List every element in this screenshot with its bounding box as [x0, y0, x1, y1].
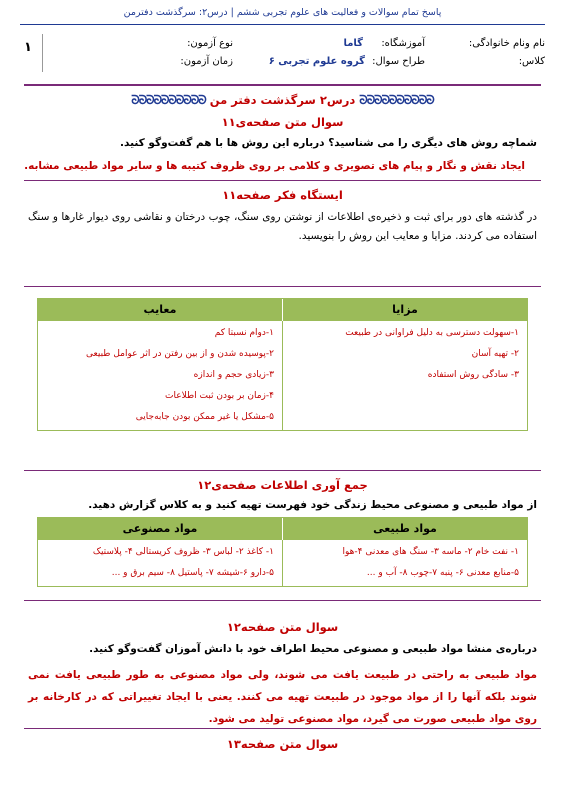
list-item: ۳- سادگی روش استفاده: [427, 370, 519, 380]
designer-value: گروه علوم تجربی ۶: [268, 56, 365, 67]
collect-title: جمع آوری اطلاعات صفحه‌ی۱۲: [197, 478, 368, 492]
name-label: نام ونام خانوادگی:: [468, 38, 545, 49]
list-item: ۱- نفت خام ۲- ماسه ۳- سنگ های معدنی ۴-هوا: [342, 547, 519, 557]
pros-cons-table: [37, 298, 528, 431]
q3-title: سوال متن صفحه۱۳: [226, 737, 339, 751]
list-item: ۲-پوسیده شدن و از بین رفتن در اثر عوامل طبیعی: [86, 349, 274, 359]
lesson-title: درس۲ سرگذشت دفتر من: [209, 93, 356, 107]
cons-header: معایب: [38, 299, 283, 321]
materials-table: [37, 517, 528, 587]
student-info-box: [20, 34, 545, 72]
section-divider: [24, 600, 541, 601]
school-label: آموزشگاه:: [381, 38, 425, 49]
list-item: ۵-دارو ۶-شیشه ۷- پاستیل ۸- سیم برق و ...: [111, 568, 274, 578]
list-item: ۵-منابع معدنی ۶- پنبه ۷-چوب ۸- آب و ...: [366, 568, 519, 578]
think-title: ایستگاه فکر صفحه۱۱: [222, 188, 343, 202]
think-text: در گذشته های دور برای ثبت و ذخیره‌ی اطلاعات از نوشتن روی سنگ، چوب درختان و نقاشی روی دیوار غارها و سنگ استفاده می کردند. مزایا و معایب این روش را بنویسید.: [28, 211, 537, 242]
section-divider: [24, 470, 541, 471]
table-header-row: [38, 299, 527, 321]
header-divider: [20, 24, 545, 25]
q1-question: شماچه روش های دیگری را می شناسید؟ درباره این روش ها با هم گفت‌وگو کنید.: [120, 137, 537, 149]
collect-text: از مواد طبیعی و مصنوعی محیط زندگی خود فهرست تهیه کنید و به کلاس گزارش دهید.: [88, 499, 537, 511]
section-divider: [24, 286, 541, 287]
header-title: پاسخ تمام سوالات و فعالیت های علوم تجربی ششم | درس۲: سرگذشت دفترمن: [123, 7, 442, 18]
exam-type-label: نوع آزمون:: [187, 38, 233, 49]
section-divider: [24, 84, 541, 86]
artificial-column: [38, 540, 283, 586]
list-item: ۳-زیادی حجم و اندازه: [193, 370, 274, 380]
school-value: گاما: [343, 38, 363, 49]
artificial-header: مواد مصنوعی: [38, 518, 283, 540]
info-separator: [42, 34, 43, 72]
list-item: ۵-مشکل یا غیر ممکن بودن جابه‌جایی: [135, 412, 274, 422]
q2-question: درباره‌ی منشا مواد طبیعی و مصنوعی محیط اطراف خود با دانش آموزان گفت‌وگو کنید.: [89, 643, 537, 655]
section-divider: [24, 180, 541, 181]
lesson-title-row: [24, 93, 541, 108]
list-item: ۱-سهولت دسترسی به دلیل فراوانی در طبیعت: [345, 328, 519, 338]
pros-column: [283, 321, 527, 430]
designer-label: طراح سوال:: [372, 56, 425, 67]
table-header-row: [38, 518, 527, 540]
decorative-border-icon: ᘐᘐᘐᘐᘐᘐᘐᘐᘐᘐ: [131, 93, 206, 107]
section-divider: [24, 728, 541, 729]
cons-column: [38, 321, 283, 430]
pros-header: مزایا: [392, 303, 418, 316]
q2-answer: مواد طبیعی به راحتی در طبیعت یافت می شوند، ولی مواد مصنوعی به طور طبیعی یافت نمی شوند بلکه آنها را از مواد موجود در طبیعت تهیه می کنند. یعنی با ایجاد تغییراتی که در کارخانه بر روی مواد طبیعی صورت می گیرد، مواد مصنوعی تولید می شود.: [28, 669, 537, 725]
q2-title: سوال متن صفحه۱۲: [226, 620, 339, 634]
natural-column: [283, 540, 527, 586]
list-item: ۲- تهیه آسان: [471, 349, 519, 359]
page-number: ۱: [24, 40, 32, 55]
q1-answer: ایجاد نقش و نگار و پیام های تصویری و کلامی بر روی ظروف کتیبه ها و سایر مواد طبیعی مشابه.: [24, 160, 525, 172]
exam-time-label: زمان آزمون:: [180, 56, 233, 67]
list-item: ۱- کاغذ ۲- لباس ۳- ظروف کریستالی ۴- پلاستیک: [92, 547, 274, 557]
q1-title: سوال متن صفحه‌ی۱۱: [221, 115, 344, 129]
decorative-border-icon: ᘐᘐᘐᘐᘐᘐᘐᘐᘐᘐ: [359, 93, 434, 107]
list-item: ۱-دوام نسبتا کم: [214, 328, 274, 338]
natural-header: مواد طبیعی: [373, 522, 437, 535]
class-label: کلاس:: [518, 56, 545, 67]
list-item: ۴-زمان بر بودن ثبت اطلاعات: [165, 391, 274, 401]
